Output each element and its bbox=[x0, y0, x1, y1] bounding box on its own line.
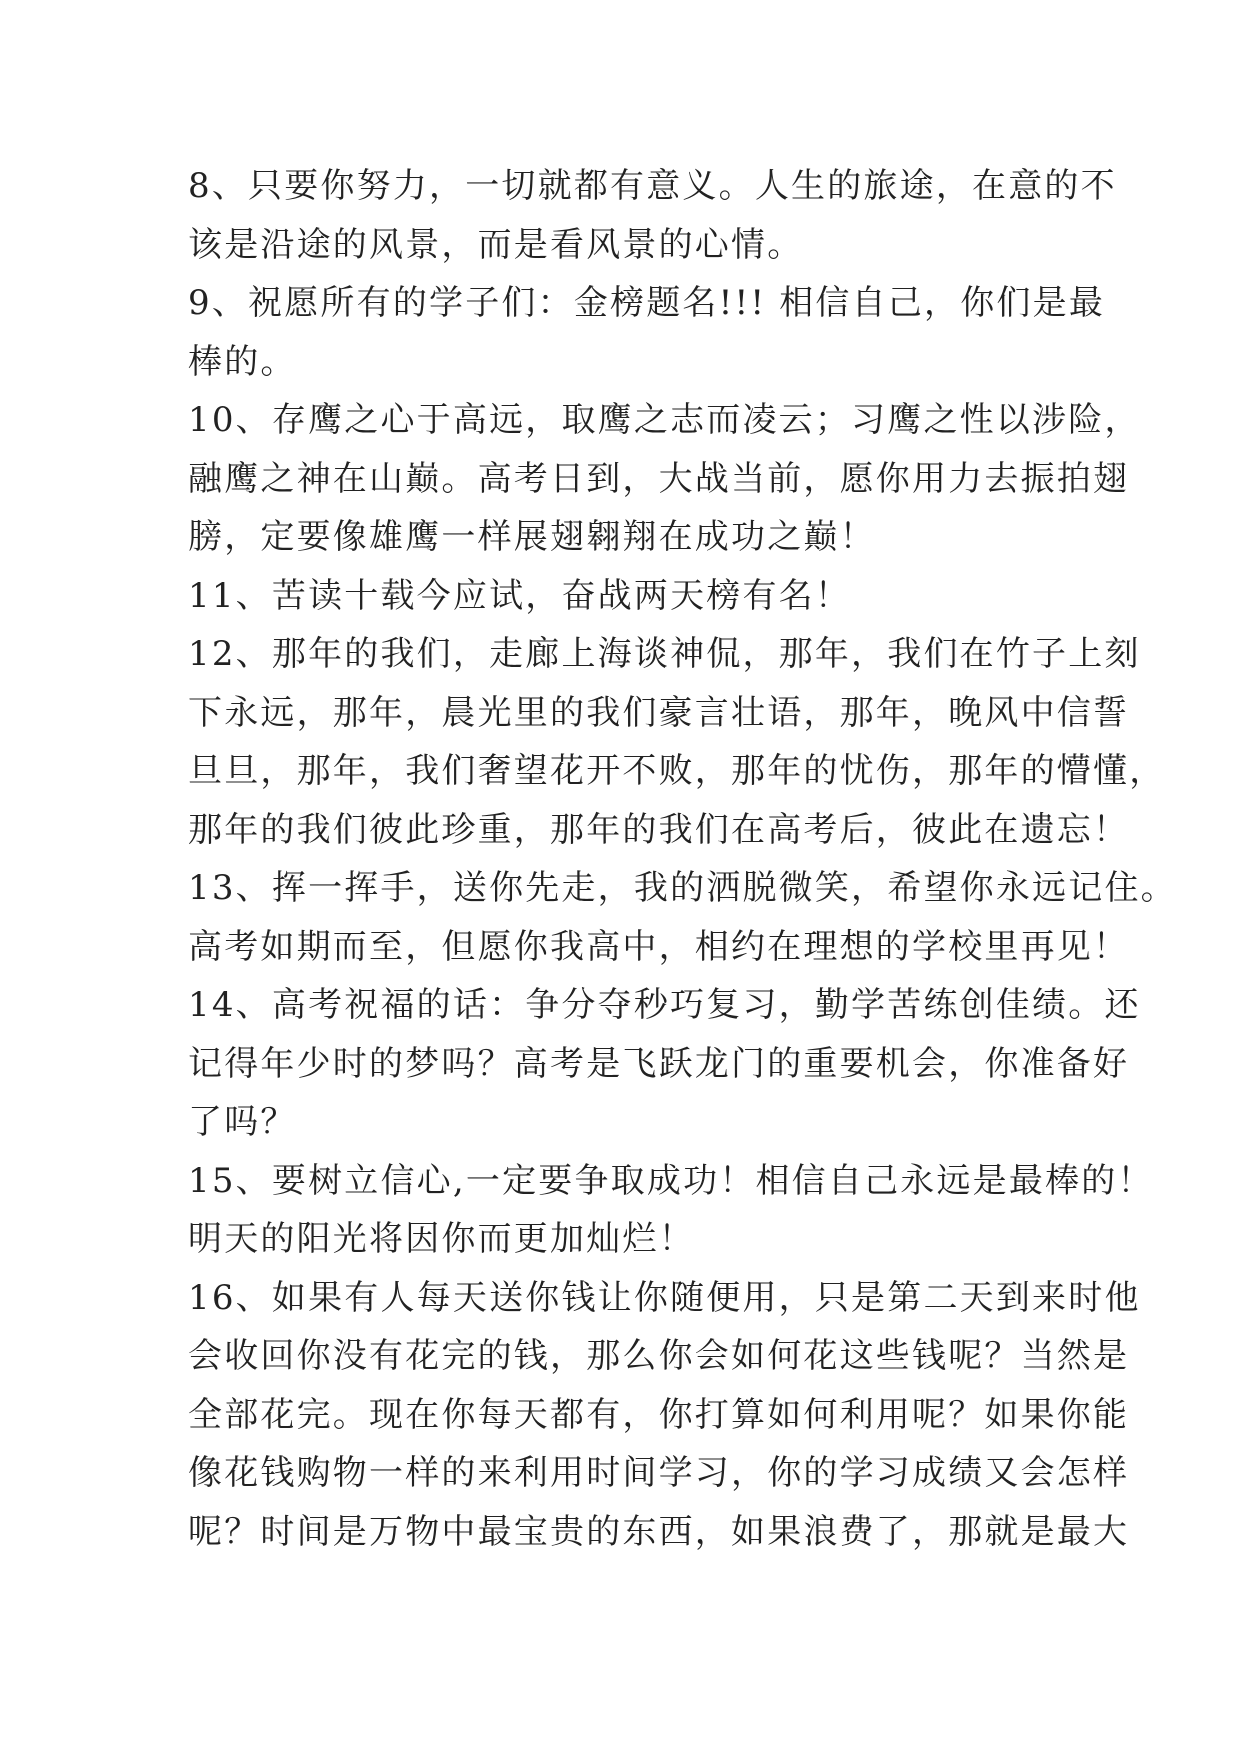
text-line: 该是沿途的风景，而是看风景的心情。 bbox=[188, 224, 804, 265]
text-line: 12、那年的我们，走廊上海谈神侃，那年，我们在竹子上刻 bbox=[188, 634, 1141, 674]
text-line: 高考如期而至，但愿你我高中，相约在理想的学校里再见！ bbox=[188, 926, 1130, 967]
text-line: 9、祝愿所有的学子们：金榜题名!!! 相信自己，你们是最 bbox=[188, 283, 1106, 323]
text-line: 会收回你没有花完的钱，那么你会如何花这些钱呢？当然是 bbox=[188, 1336, 1130, 1376]
text-line: 11、苦读十载今应试，奋战两天榜有名！ bbox=[188, 575, 852, 616]
text-line: 13、挥一挥手，送你先走，我的洒脱微笑，希望你永远记住。 bbox=[188, 868, 1177, 908]
text-line: 记得年少时的梦吗？高考是飞跃龙门的重要机会，你准备好 bbox=[188, 1043, 1130, 1084]
text-line: 呢？时间是万物中最宝贵的东西，如果浪费了，那就是最大 bbox=[188, 1511, 1130, 1552]
text-line: 膀，定要像雄鹰一样展翅翱翔在成功之巅！ bbox=[188, 517, 876, 557]
text-line: 全部花完。现在你每天都有，你打算如何利用呢？如果你能 bbox=[188, 1394, 1130, 1435]
text-line: 下永远，那年，晨光里的我们豪言壮语，那年，晚风中信誓 bbox=[188, 692, 1130, 733]
text-line: 像花钱购物一样的来利用时间学习，你的学习成绩又会怎样 bbox=[188, 1453, 1130, 1493]
text-line: 明天的阳光将因你而更加灿烂！ bbox=[188, 1219, 695, 1259]
text-line: 那年的我们彼此珍重，那年的我们在高考后，彼此在遗忘！ bbox=[188, 809, 1130, 850]
text-line: 15、要树立信心,一定要争取成功！相信自己永远是最棒的！ bbox=[188, 1160, 1154, 1201]
text-line: 旦旦，那年，我们奢望花开不败，那年的忧伤，那年的懵懂， bbox=[188, 751, 1166, 791]
text-line: 16、如果有人每天送你钱让你随便用，只是第二天到来时他 bbox=[188, 1277, 1141, 1318]
text-line: 棒的。 bbox=[188, 341, 297, 382]
text-line: 10、存鹰之心于高远，取鹰之志而凌云；习鹰之性以涉险， bbox=[188, 400, 1141, 440]
text-line: 融鹰之神在山巅。高考日到，大战当前，愿你用力去振拍翅 bbox=[188, 458, 1130, 499]
text-line: 8、只要你努力，一切就都有意义。人生的旅途，在意的不 bbox=[188, 166, 1117, 206]
text-line: 了吗？ bbox=[188, 1102, 297, 1142]
document-body bbox=[188, 157, 1177, 1561]
text-line: 14、高考祝福的话：争分夺秒巧复习，勤学苦练创佳绩。还 bbox=[188, 985, 1141, 1025]
